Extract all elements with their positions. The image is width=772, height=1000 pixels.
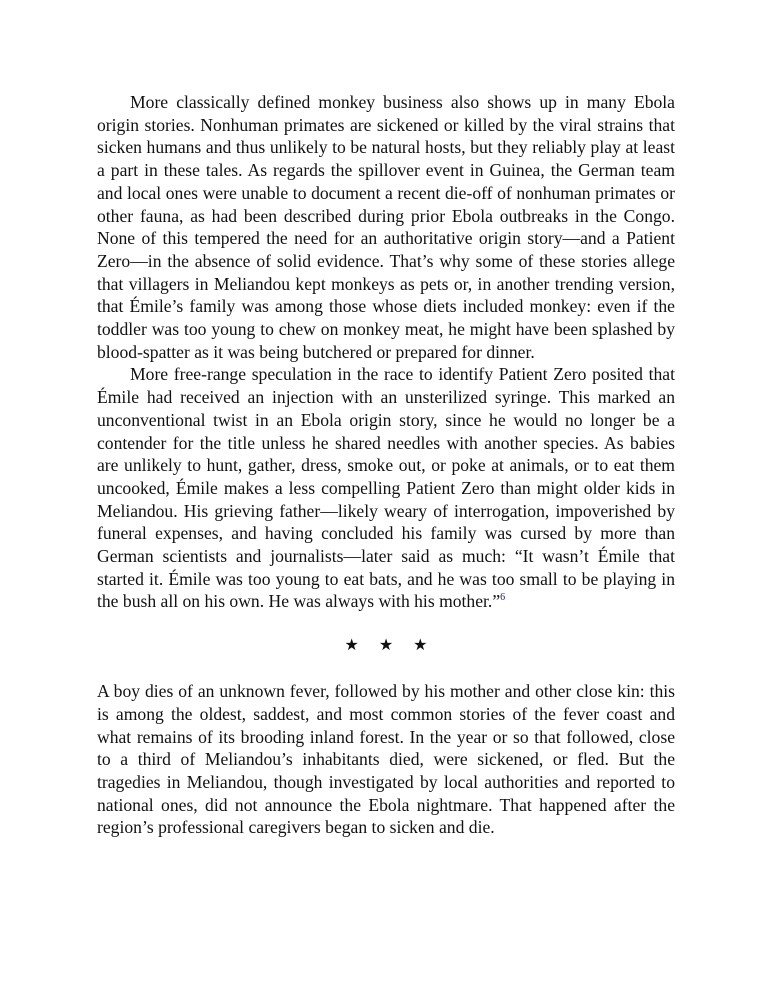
paragraph-text: More classically defined monkey business also shows up in many Ebola origin stories. Nonhuman primates are sickened or killed by the viral strains that sicken humans and thus unlikely to be natural hosts, but they reliably play at least a part in these tales. As regards the spillover event in Guinea, the German team and local ones were unable to document a recent die-off of nonhuman primates or other fauna, as had been described during prior Ebola outbreaks in the Congo. None of this tempered the need for an authoritative origin story—and a Patient Zero—in the absence of solid evidence. That’s why some of these stories allege that villagers in Meliandou kept monkeys as pets or, in another trending version, that Émile’s family was among those whose diets included monkey: even if the toddler was too young to chew on monkey meat, he might have been splashed by blood-spatter as it was being butchered or prepared for dinner. bbox=[97, 92, 675, 362]
paragraph-text: More free-range speculation in the race to identify Patient Zero posited that Émile had received an injection with an unsterilized syringe. This marked an unconventional twist in an Ebola origin story, since he would no longer be a contender for the title unless he shared needles with another species. As babies are unlikely to hunt, gather, dress, smoke out, or poke at animals, or to eat them uncooked, Émile makes a less compelling Patient Zero than might older kids in Meliandou. His grieving father—likely weary of interrogation, impoverished by funeral expenses, and having concluded his family was cursed by more than German scientists and journalists—later said as much: “It wasn’t Émile that started it. Émile was too young to eat bats, and he was too small to be playing in the bush all on his own. He was always with his mother.” bbox=[97, 364, 675, 612]
star-ornament-icon: ★ bbox=[413, 637, 428, 655]
paragraph-monkey-business bbox=[97, 91, 675, 363]
book-page bbox=[97, 91, 675, 839]
paragraph-fever-coast bbox=[97, 680, 675, 839]
paragraph-injection-speculation bbox=[97, 363, 675, 613]
star-ornament-icon: ★ bbox=[344, 637, 359, 655]
section-break bbox=[97, 635, 675, 657]
star-ornament-icon: ★ bbox=[378, 637, 394, 655]
footnote-reference[interactable]: 6 bbox=[500, 592, 506, 604]
paragraph-text: A boy dies of an unknown fever, followed by his mother and other close kin: this is among the oldest, saddest, and most common stories of the fever coast and what remains of its brooding inland forest. In the year or so that followed, close to a third of Meliandou’s inhabitants died, were sickened, or fled. But the tragedies in Meliandou, though investigated by local authorities and reported to national ones, did not announce the Ebola nightmare. That happened after the region’s professional caregivers began to sicken and die. bbox=[97, 681, 675, 838]
